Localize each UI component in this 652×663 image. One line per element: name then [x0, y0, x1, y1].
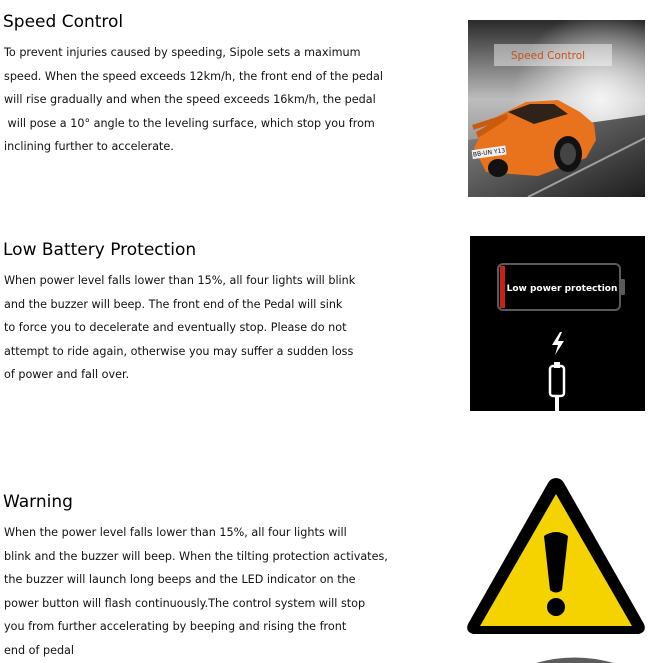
text-line: When the power level falls lower than 15%, all four lights will	[4, 526, 347, 539]
warning-triangle-icon	[467, 478, 645, 634]
text-line: inclining further to accelerate.	[4, 140, 174, 153]
sports-car-illustration	[468, 20, 645, 197]
text-line: When power level falls lower than 15%, all four lights will blink	[4, 274, 356, 287]
text-line: attempt to ride again, otherwise you may suffer a sudden loss	[4, 344, 354, 358]
low-power-label: Low power protection	[506, 284, 618, 294]
text-line: of power and fall over.	[4, 368, 130, 381]
lightning-icon	[552, 332, 564, 355]
text-line: will rise gradually and when the speed exceeds 16km/h, the pedal	[4, 93, 376, 106]
warning-text	[4, 521, 388, 662]
speed-control-label: Speed Control	[510, 50, 586, 62]
text-line: and the buzzer will beep. The front end of the Pedal will sink	[4, 297, 343, 311]
low-battery-text	[4, 269, 355, 387]
text-line: end of pedal	[4, 643, 75, 657]
text-line: blink and the buzzer will beep. When the tilting protection activates,	[4, 549, 388, 563]
charging-cable-icon	[550, 362, 564, 411]
warning-heading: Warning	[3, 492, 73, 512]
license-plate: BB-UN Y13	[472, 147, 506, 159]
text-line: To prevent injuries caused by speeding, Sipole sets a maximum	[4, 46, 361, 59]
speed-control-image	[468, 20, 645, 197]
warning-sign-image	[464, 474, 648, 663]
text-line: speed. When the speed exceeds 12km/h, the front end of the pedal	[4, 69, 383, 83]
battery-level-bar	[500, 266, 505, 308]
text-line: to force you to decelerate and eventually stop. Please do not	[4, 321, 347, 334]
speed-control-heading: Speed Control	[3, 12, 124, 32]
text-line: will pose a 10° angle to the leveling surface, which stop you from	[4, 116, 375, 130]
low-power-image	[470, 236, 645, 411]
text-line: power button will flash continuously.The control system will stop	[4, 596, 366, 610]
speed-control-text	[4, 41, 383, 159]
text-line: the buzzer will launch long beeps and the LED indicator on the	[4, 573, 356, 586]
text-line: you from further accelerating by beeping and rising the front	[4, 620, 347, 633]
low-battery-heading: Low Battery Protection	[3, 240, 197, 260]
